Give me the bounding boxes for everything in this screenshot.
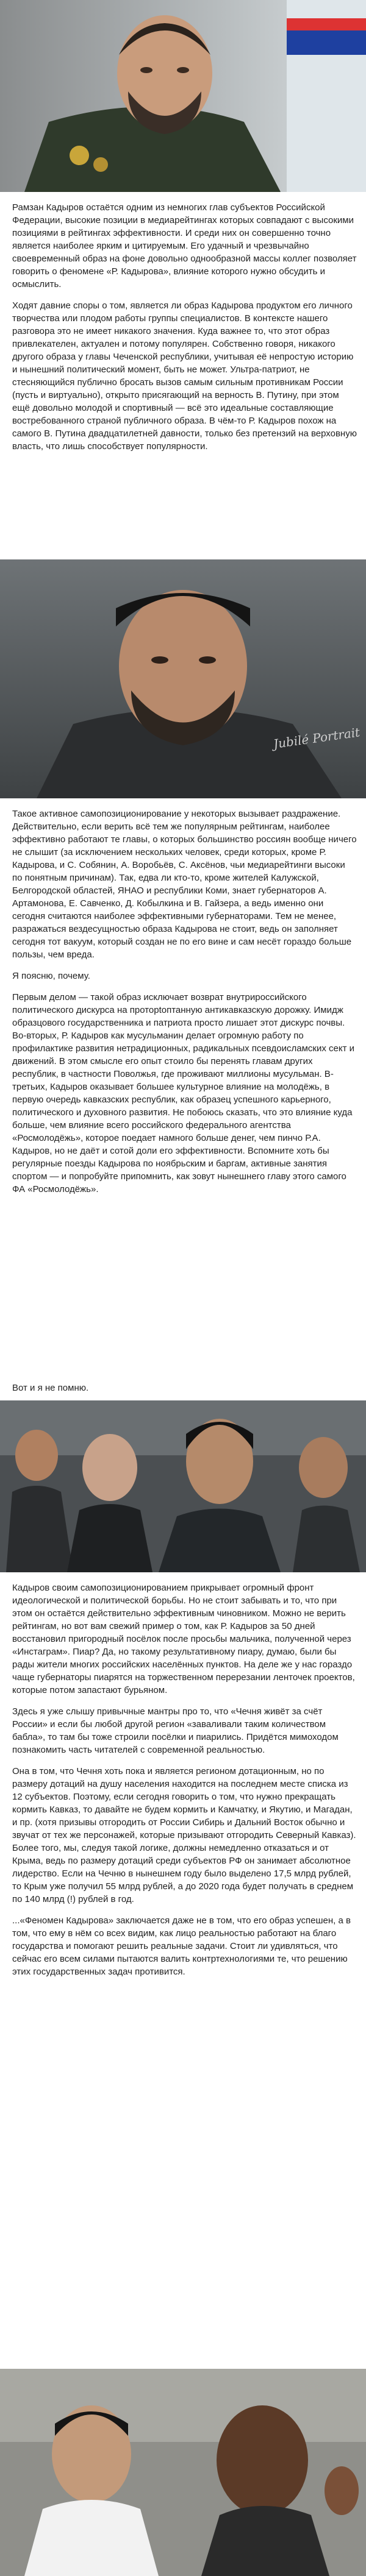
paragraph-1: Рамзан Кадыров остаётся одним из немногих глав субъектов Российской Федерации, высокие позиции в медиарейтингах которых совпадают с высокими позициями в рейтингах эффективности. И среди них он совершенно точно является наиболее ярким и цитируемым. Его удачный и чрезвычайно своевременный образ на фоне довольно однообразной массы коллег позволяет говорить о феномене «Р. Кадырова», влияние которого нужно обсудить и осмыслить.	[12, 202, 357, 289]
paragraph-4: Я поясню, почему.	[12, 971, 90, 981]
article-text-section-1	[12, 201, 357, 461]
paragraph-2: Ходят давние споры о том, является ли образ Кадырова продуктом его личного творчества или плодом работы группы специалистов. В контексте нашего разговора это не имеет никакого значения. Куда важнее то, что этот образ привлекателен, актуален и потому популярен. Собственно говоря, никакого другого образа у главы Чеченской республики, учитывая её непростую историю и нынешний политический момент, быть не может. Ультра-патриот, не стесняющийся публично бросать вызов самым сильным противникам России (пусть и виртуально), открыто присягающий на верность В. Путину, при этом ещё довольно молодой и спортивный — всё это идеальные составляющие востребованного страной публичного образа. В чём-то Р. Кадыров похож на самого В. Путина двадцатилетней давности, только без претензий на верховную власть, что лишь способствует популярности.	[12, 300, 357, 452]
article-text-section-2	[12, 807, 357, 1204]
photo-kadyrov-with-putin	[0, 1400, 366, 1572]
photo-kadyrov-closeup	[0, 559, 366, 798]
photo-signature: Jubilé Portrait	[272, 725, 361, 751]
paragraph-6: Вот и я не помню.	[12, 1383, 89, 1393]
paragraph-5: Первым делом — такой образ исключает возврат внутрироссийского политического дискурса на протоptoптанную антикавказскую дорожку. Имидж образцового государственника и патриота просто лишает этот дискурс почвы. Во-вторых, Р. Кадыров как мусульманин делает огромную работу по профилактике развития нетрадиционных, радикальных псевдоисламских сект и движений. В этом смысле его опыт стоило бы перенять главам других республик, в частности Поволжья, где проживают миллионы мусульман. В-третьих, Кадыров оказывает большее культурное влияние на молодёжь, в первую очередь кавказских республик, как образец успешного карьерного, политического и духовного развития. Не побоюсь сказать, что это влияние куда больше, чем влияние всего российского федерального агентства «Росмолодёжь», которое поедает намного больше денег, чем пинчо Р.А. Кадыров, но не даёт и сотой доли его эффективности. Вспомните хоть бы регулярные поезды Кадырова по ноябрьским и баргам, активные занятия спортом — и попробуйте припомнить, как зовут нынешнего главу этого самого ФА «Росмолодёжь».	[12, 992, 355, 1194]
paragraph-10: ...«Феномен Кадырова» заключается даже не в том, что его образ успешен, а в том, что ему в нём со всех видим, как лицо реальностью работают на благо государства и помогают решить реальные задачи. Стоит ли удивляться, что сейчас его всем силами пытаются валить контртехнологиями те, что решению этих государственных задач противится.	[12, 1915, 351, 1977]
paragraph-9: Она в том, что Чечня хоть пока и является регионом дотационным, но по размеру дотаций на душу населения находится на последнем месте списка из 12 субъектов. Поэтому, если сегодня говорить о том, что нужно прекращать кормить Кавказ, то давайте не будем кормить и Камчатку, и Якутию, и Магадан, и пр. (хотя призывы отгородить от России Сибирь и Дальний Восток обычно и звучат от тех же персонажей, которые призывают отгородить Северный Кавказ). Более того, мы, следуя такой логике, должны немедленно отказаться и от Крыма, ведь по размеру дотаций среди субъектов РФ он занимает абсолютное лидерство. Если на Чечню в нынешнем году было выделено 17,5 млрд рублей, то Крым уже получил 55 млрд рублей, а до 2020 года будет получать в среднем по 140 млрд (!) рублей в год.	[12, 1766, 356, 1904]
photo-kadyrov-portrait	[0, 0, 366, 192]
paragraph-7: Кадыров своим самопозиционированием прикрывает огромный фронт идеологической и политической борьбы. Но не стоит забывать и то, что при этом он остаётся действительно эффективным чиновником. Можно не верить рейтингам, но вот вам свежий пример о том, как Р. Кадыров за 50 дней восстановил пригородный посёлок после просьбы мальчика, полученной через «Инстаграм». Пиар? Да, но такому результативному пиару, думаю, были бы рады жители многих российских населённых пунктов. На деле же у нас гораздо чаще губернаторы пиарятся на торжественном перерезании ленточек проектов, которые потом запастают бурьяном.	[12, 1583, 355, 1695]
paragraph-8: Здесь я уже слышу привычные мантры про то, что «Чечня живёт за счёт России» и если бы любой другой регион «заваливали таким количеством бабла», то там бы тоже строили посёлки и пиарились. Придётся мимоходом познакомить часть читателей с современной реальностью.	[12, 1706, 339, 1755]
photo-kadyrov-with-boxer	[0, 2369, 366, 2576]
paragraph-3: Такое активное самопозиционирование у некоторых вызывает раздражение. Действительно, если верить всё тем же популярным рейтингам, наиболее эффективно работают те главы, о которых большинство россиян вообще ничего не слышит (за исключением нескольких человек, среди которых, кроме Р. Кадырова, и С. Собянин, А. Воробьёв, С. Аксёнов, чьи медиарейтинги высоки по понятным причинам). Так, едва ли кто-то, кроме жителей Калужской, Белгородской областей, ЯНАО и республики Коми, знает губернаторов А. Артамонова, Е. Савченко, Д. Кобылкина и В. Гайзера, а ведь именно они сегодня считаются наиболее эффективными губернаторами. Тем не менее, разражаться вездесущностью образа Кадырова не стоит, ведь он заполняет сегодня тот вакуум, который создан не по его вине и сам несёт гораздо больше пользы, чем вреда.	[12, 809, 357, 960]
article-text-section-3	[12, 1581, 357, 1987]
